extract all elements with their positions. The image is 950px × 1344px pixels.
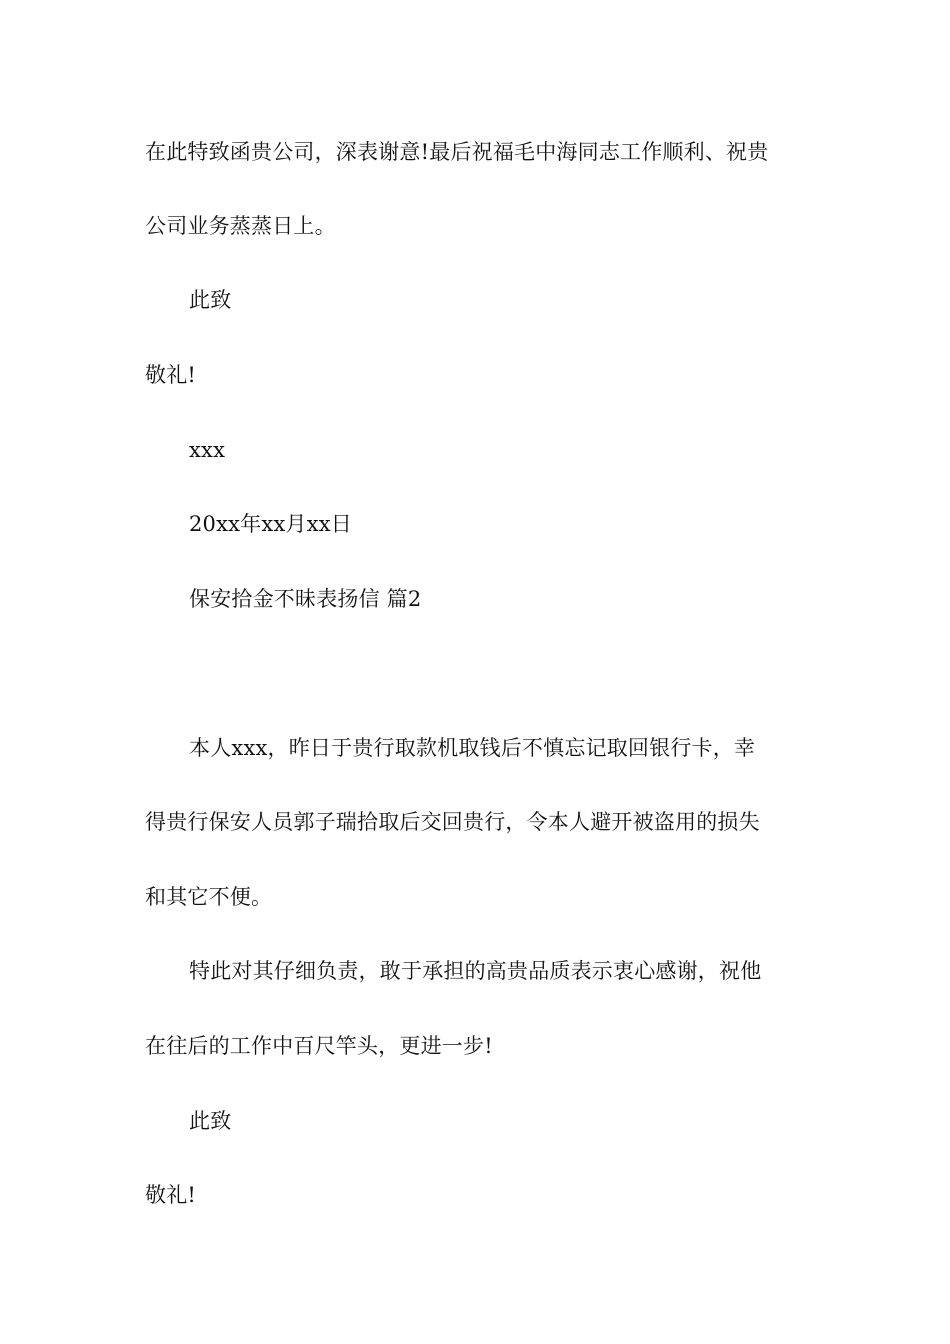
paragraph-line-1: 在此特致函贵公司，深表谢意!最后祝福毛中海同志工作顺利、祝贵 (145, 140, 769, 164)
paragraph-line-6: 特此对其仔细负责，敢于承担的高贵品质表示衷心感谢，祝他 (189, 959, 762, 983)
section-heading: 保安拾金不昧表扬信 篇2 (189, 587, 422, 611)
paragraph-line-5: 和其它不便。 (145, 885, 273, 909)
signature-name: xxx (189, 438, 226, 462)
paragraph-line-4: 得贵行保安人员郭子瑞拾取后交回贵行，令本人避开被盗用的损失 (145, 810, 760, 834)
closing-salutation-2: 此致 (189, 1109, 232, 1133)
signature-date: 20xx年xx月xx日 (189, 512, 352, 536)
paragraph-line-2: 公司业务蒸蒸日上。 (145, 214, 336, 238)
closing-regards-2: 敬礼! (145, 1183, 197, 1207)
paragraph-line-3: 本人xxx，昨日于贵行取款机取钱后不慎忘记取回银行卡，幸 (189, 736, 756, 760)
closing-regards: 敬礼! (145, 363, 197, 387)
closing-salutation: 此致 (189, 288, 232, 312)
paragraph-line-7: 在往后的工作中百尺竿头，更进一步! (145, 1034, 493, 1058)
